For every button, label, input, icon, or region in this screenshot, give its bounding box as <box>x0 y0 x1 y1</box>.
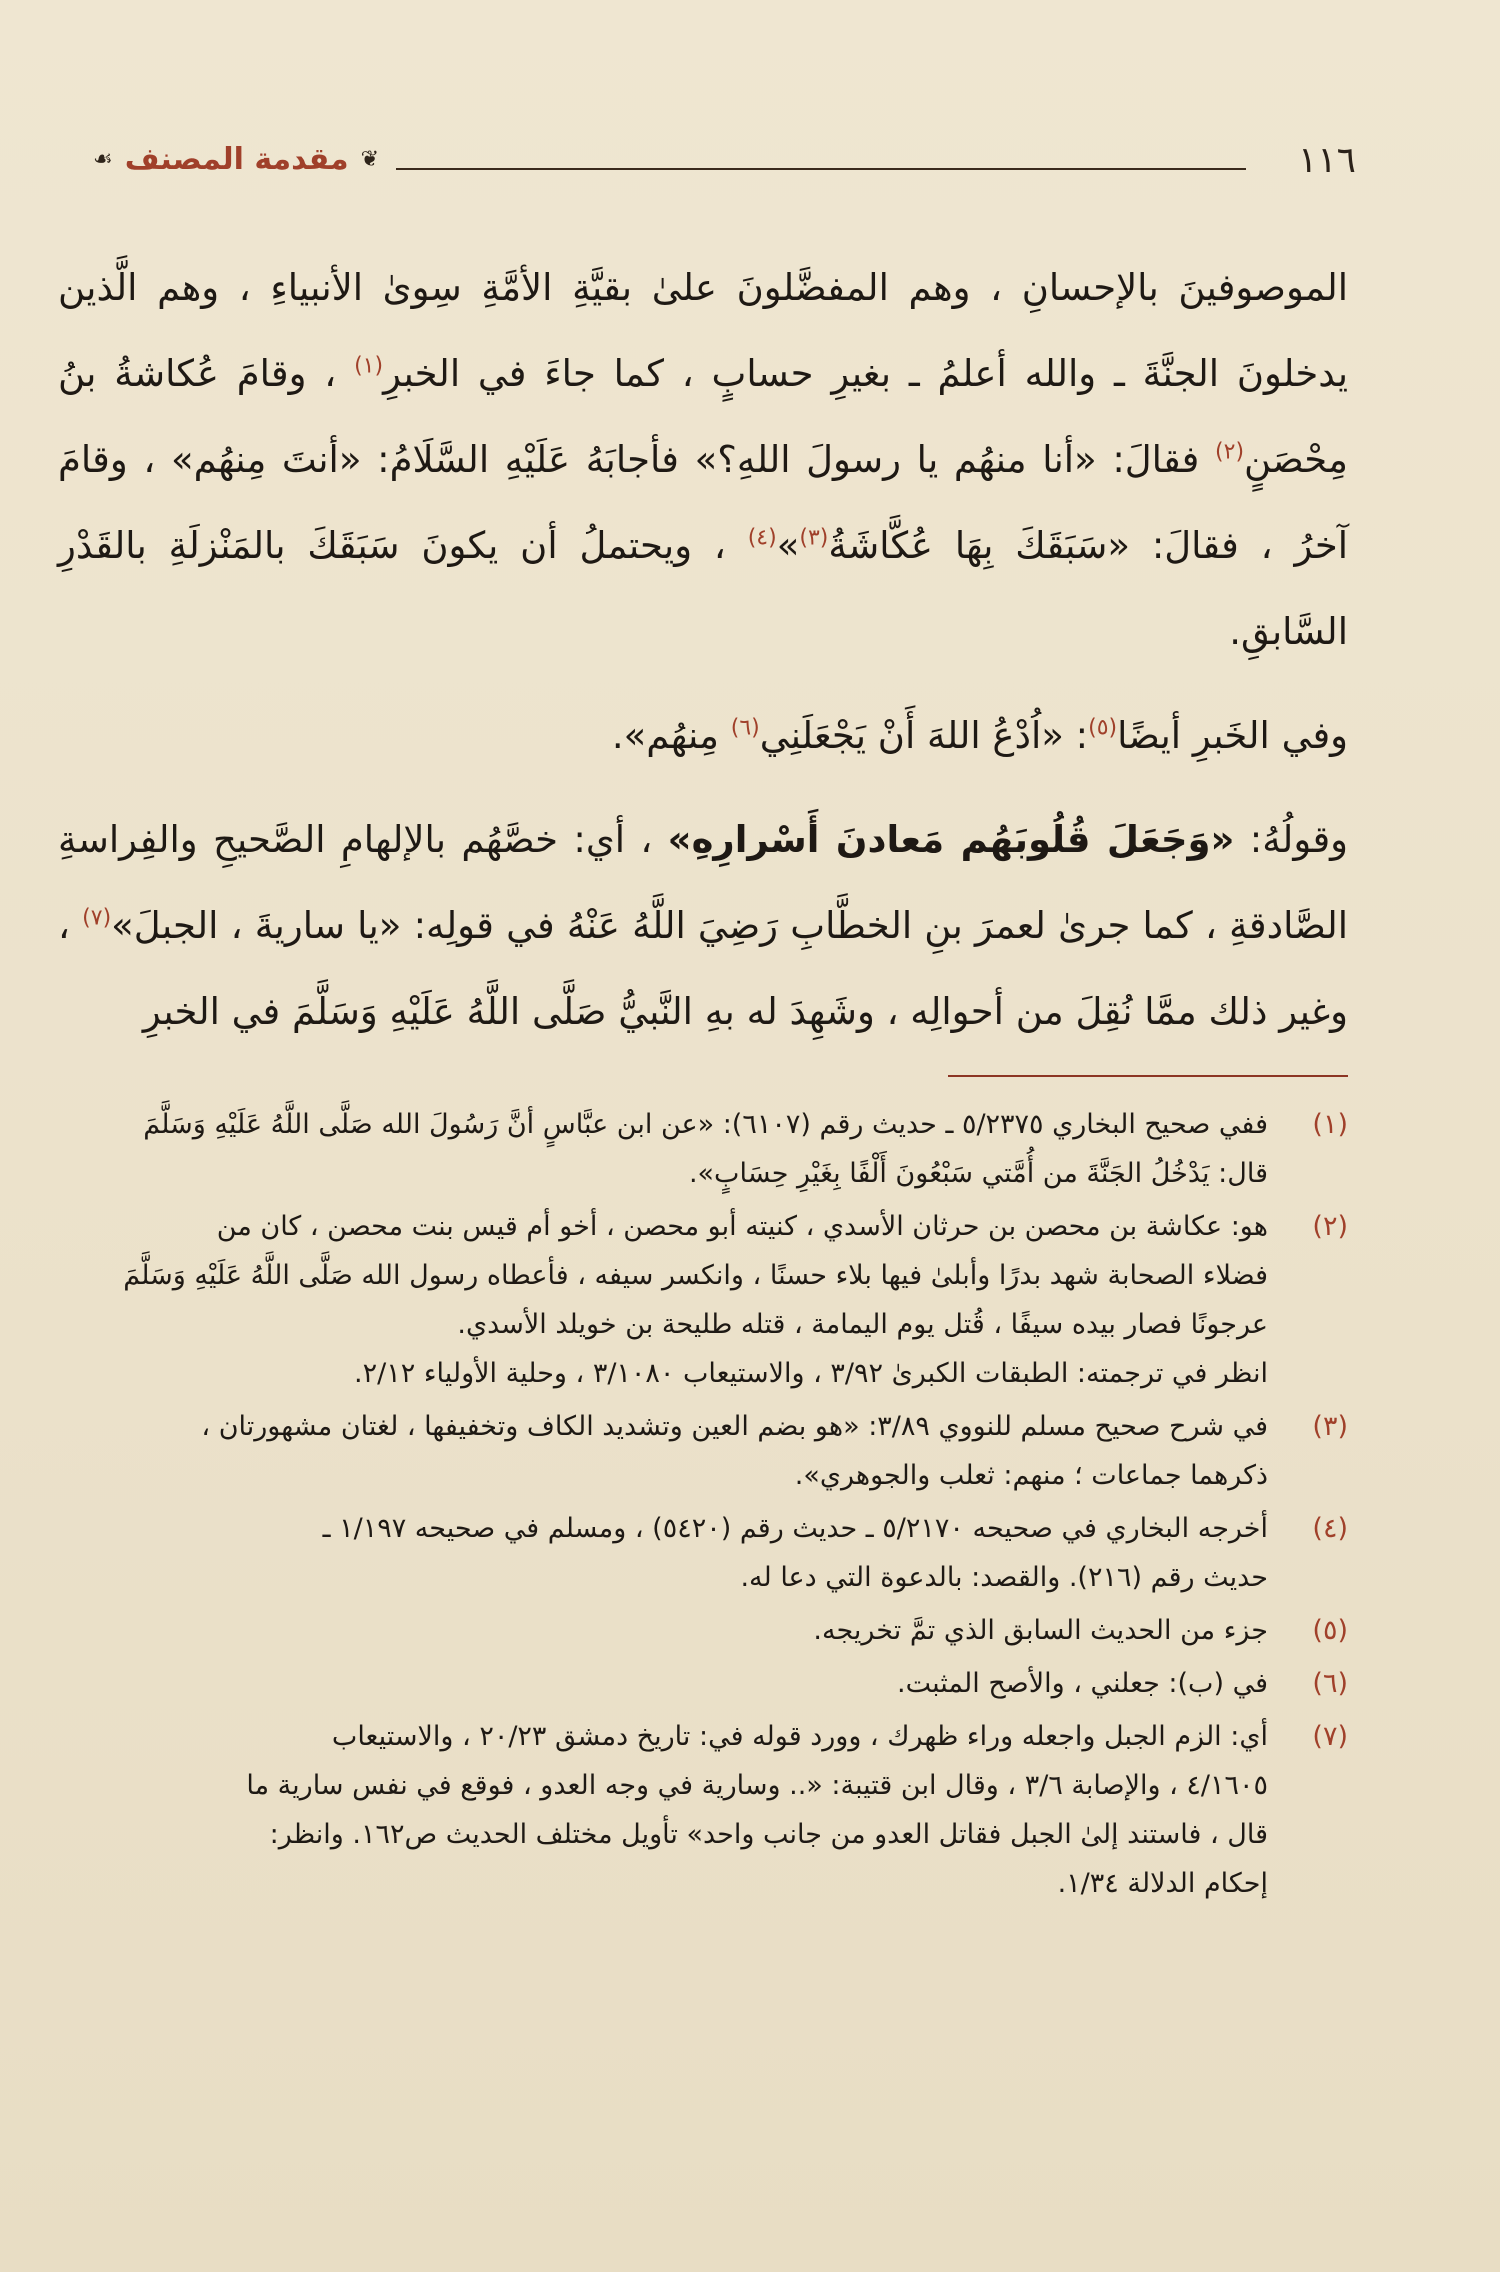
footnote-line: فضلاء الصحابة شهد بدرًا وأبلىٰ فيها بلاء حسنًا ، وانكسر سيفه ، فأعطاه رسول الله صَلَّى اللَّهُ عَلَيْهِ وَسَلَّمَ <box>123 1260 1268 1291</box>
footnote-1 <box>58 1100 1348 1198</box>
paragraph-1 <box>58 245 1348 675</box>
paragraph-2 <box>58 693 1348 779</box>
footnote-line: ذكرهما جماعات ؛ منهم: ثعلب والجوهري». <box>794 1460 1268 1491</box>
ornament-right-icon: ❦ <box>360 147 380 172</box>
footnote-5 <box>58 1606 1348 1655</box>
footnote-number: (٢) <box>1312 1211 1348 1242</box>
header-rule <box>396 168 1246 170</box>
footnote-number: (٤) <box>1312 1513 1348 1544</box>
ornament-left-icon: ☙ <box>92 147 113 172</box>
paragraph-3 <box>58 797 1348 1055</box>
footnote-ref-4[interactable]: (٤) <box>747 525 777 551</box>
text-run: : «اُدْعُ اللهَ أَنْ يَجْعَلَنِي <box>759 714 1089 757</box>
footnote-body <box>58 1712 1268 1908</box>
footnote-body <box>58 1606 1268 1655</box>
footnote-number: (٣) <box>1312 1411 1348 1442</box>
footnote-body <box>58 1504 1268 1602</box>
main-text <box>58 245 1348 1055</box>
footnote-line: قال ، فاستند إلىٰ الجبل فقاتل العدو من جانب واحد» تأويل مختلف الحديث ص١٦٢. وانظر: <box>269 1819 1268 1850</box>
text-run: ، أي: خصَّهُم بالإلهامِ الصَّحيحِ والفِراسةِ الصَّادقةِ ، كما جرىٰ لعمرَ بنِ الخطَّابِ رَضِيَ اللَّهُ عَنْهُ في قولِه: «يا ساريةَ ، الجبلَ» <box>58 818 1348 947</box>
footnote-ref-1[interactable]: (١) <box>354 353 384 379</box>
footnote-line: أي: الزم الجبل واجعله وراء ظهرك ، وورد قوله في: تاريخ دمشق ٢٠/٢٣ ، والاستيعاب <box>331 1721 1268 1752</box>
footnote-line: في (ب): جعلني ، والأصح المثبت. <box>897 1668 1268 1699</box>
footnote-line: حديث رقم (٢١٦). والقصد: بالدعوة التي دعا له. <box>740 1562 1268 1593</box>
text-run: وقولُهُ: <box>1249 818 1348 861</box>
running-header <box>56 138 1356 198</box>
footnote-7 <box>58 1712 1348 1908</box>
footnote-number: (٧) <box>1312 1721 1348 1752</box>
footnote-body <box>58 1202 1268 1398</box>
footnote-ref-7[interactable]: (٧) <box>82 905 112 931</box>
text-run: ، ويحتملُ أن يكونَ سَبَقَكَ بالمَنْزلَةِ بالقَدْرِ السَّابقِ. <box>58 524 1348 653</box>
footnote-ref-3[interactable]: (٣) <box>799 525 829 551</box>
footnote-line: ٤/١٦٠٥ ، والإصابة ٣/٦ ، وقال ابن قتيبة: «.. وسارية في وجه العدو ، فوقع في نفس سارية ما <box>246 1770 1268 1801</box>
footnote-number: (٥) <box>1312 1615 1348 1646</box>
text-run: فقالَ: «أنا منهُم يا رسولَ اللهِ؟» فأجابَهُ عَلَيْهِ السَّلَامُ: «أنتَ مِنهُم» ، وقامَ آخرُ ، فقالَ: «سَبَقَكَ بِهَا عُكَّاشَةُ <box>58 438 1349 567</box>
footnote-line: أخرجه البخاري في صحيحه ٥/٢١٧٠ ـ حديث رقم (٥٤٢٠) ، ومسلم في صحيحه ١/١٩٧ ـ <box>322 1513 1268 1544</box>
quoted-phrase: «وَجَعَلَ قُلُوبَهُم مَعادنَ أَسْرارِهِ» <box>667 818 1235 861</box>
footnote-body <box>58 1402 1268 1500</box>
page-number: ١١٦ <box>1297 140 1356 181</box>
footnote-separator <box>948 1075 1348 1077</box>
footnote-body <box>58 1100 1268 1198</box>
text-run: الموصوفينَ بالإحسانِ ، وهم المفضَّلونَ علىٰ بقيَّةِ الأمَّةِ سِوىٰ الأنبياءِ ، وهم الَّذين يدخلونَ الجنَّةَ ـ والله أعلمُ ـ بغيرِ حسابٍ ، كما جاءَ في الخبرِ <box>58 266 1348 395</box>
footnote-line: إحكام الدلالة ١/٣٤. <box>1057 1868 1268 1899</box>
footnote-line: انظر في ترجمته: الطبقات الكبرىٰ ٣/٩٢ ، والاستيعاب ٣/١٠٨٠ ، وحلية الأولياء ٢/١٢. <box>354 1358 1268 1389</box>
text-run: ، وغير ذلك ممَّا نُقِلَ من أحوالِه ، وشَهِدَ له بهِ النَّبيُّ صَلَّى اللَّهُ عَلَيْهِ وَسَلَّمَ في الخبرِ <box>58 904 1348 1033</box>
footnote-line: ففي صحيح البخاري ٥/٢٣٧٥ ـ حديث رقم (٦١٠٧): «عن ابن عبَّاسٍ أنَّ رَسُولَ الله صَلَّى اللَّهُ عَلَيْهِ وَسَلَّمَ <box>143 1109 1268 1140</box>
footnote-line: قال: يَدْخُلُ الجَنَّةَ من أُمَّتي سَبْعُونَ أَلْفًا بِغَيْرِ حِسَابٍ». <box>688 1158 1268 1189</box>
footnote-ref-2[interactable]: (٢) <box>1215 439 1245 465</box>
text-run: مِنهُم». <box>611 714 719 757</box>
footnote-number: (٦) <box>1312 1668 1348 1699</box>
footnote-ref-6[interactable]: (٦) <box>730 715 760 741</box>
footnote-line: هو: عكاشة بن محصن بن حرثان الأسدي ، كنيته أبو محصن ، أخو أم قيس بنت محصن ، كان من <box>216 1211 1268 1242</box>
footnote-number: (١) <box>1312 1109 1348 1140</box>
footnote-line: في شرح صحيح مسلم للنووي ٣/٨٩: «هو بضم العين وتشديد الكاف وتخفيفها ، لغتان مشهورتان ، <box>201 1411 1268 1442</box>
footnote-line: جزء من الحديث السابق الذي تمَّ تخريجه. <box>813 1615 1268 1646</box>
text-run: » <box>776 524 800 567</box>
text-run: وفي الخَبرِ أيضًا <box>1117 714 1348 757</box>
footnote-4 <box>58 1504 1348 1602</box>
chapter-title: مقدمة المصنف <box>124 142 349 177</box>
footnote-ref-5[interactable]: (٥) <box>1088 715 1118 741</box>
footnote-line: عرجونًا فصار بيده سيفًا ، قُتل يوم اليمامة ، قتله طليحة بن خويلد الأسدي. <box>457 1309 1268 1340</box>
footnote-3 <box>58 1402 1348 1500</box>
footnote-body <box>58 1659 1268 1708</box>
footnote-2 <box>58 1202 1348 1398</box>
footnotes <box>58 1100 1348 1912</box>
footnote-6 <box>58 1659 1348 1708</box>
header-title-block <box>86 142 386 177</box>
text-run: ، وقامَ عُكاشةُ بنُ مِحْصَنٍ <box>58 352 1348 481</box>
